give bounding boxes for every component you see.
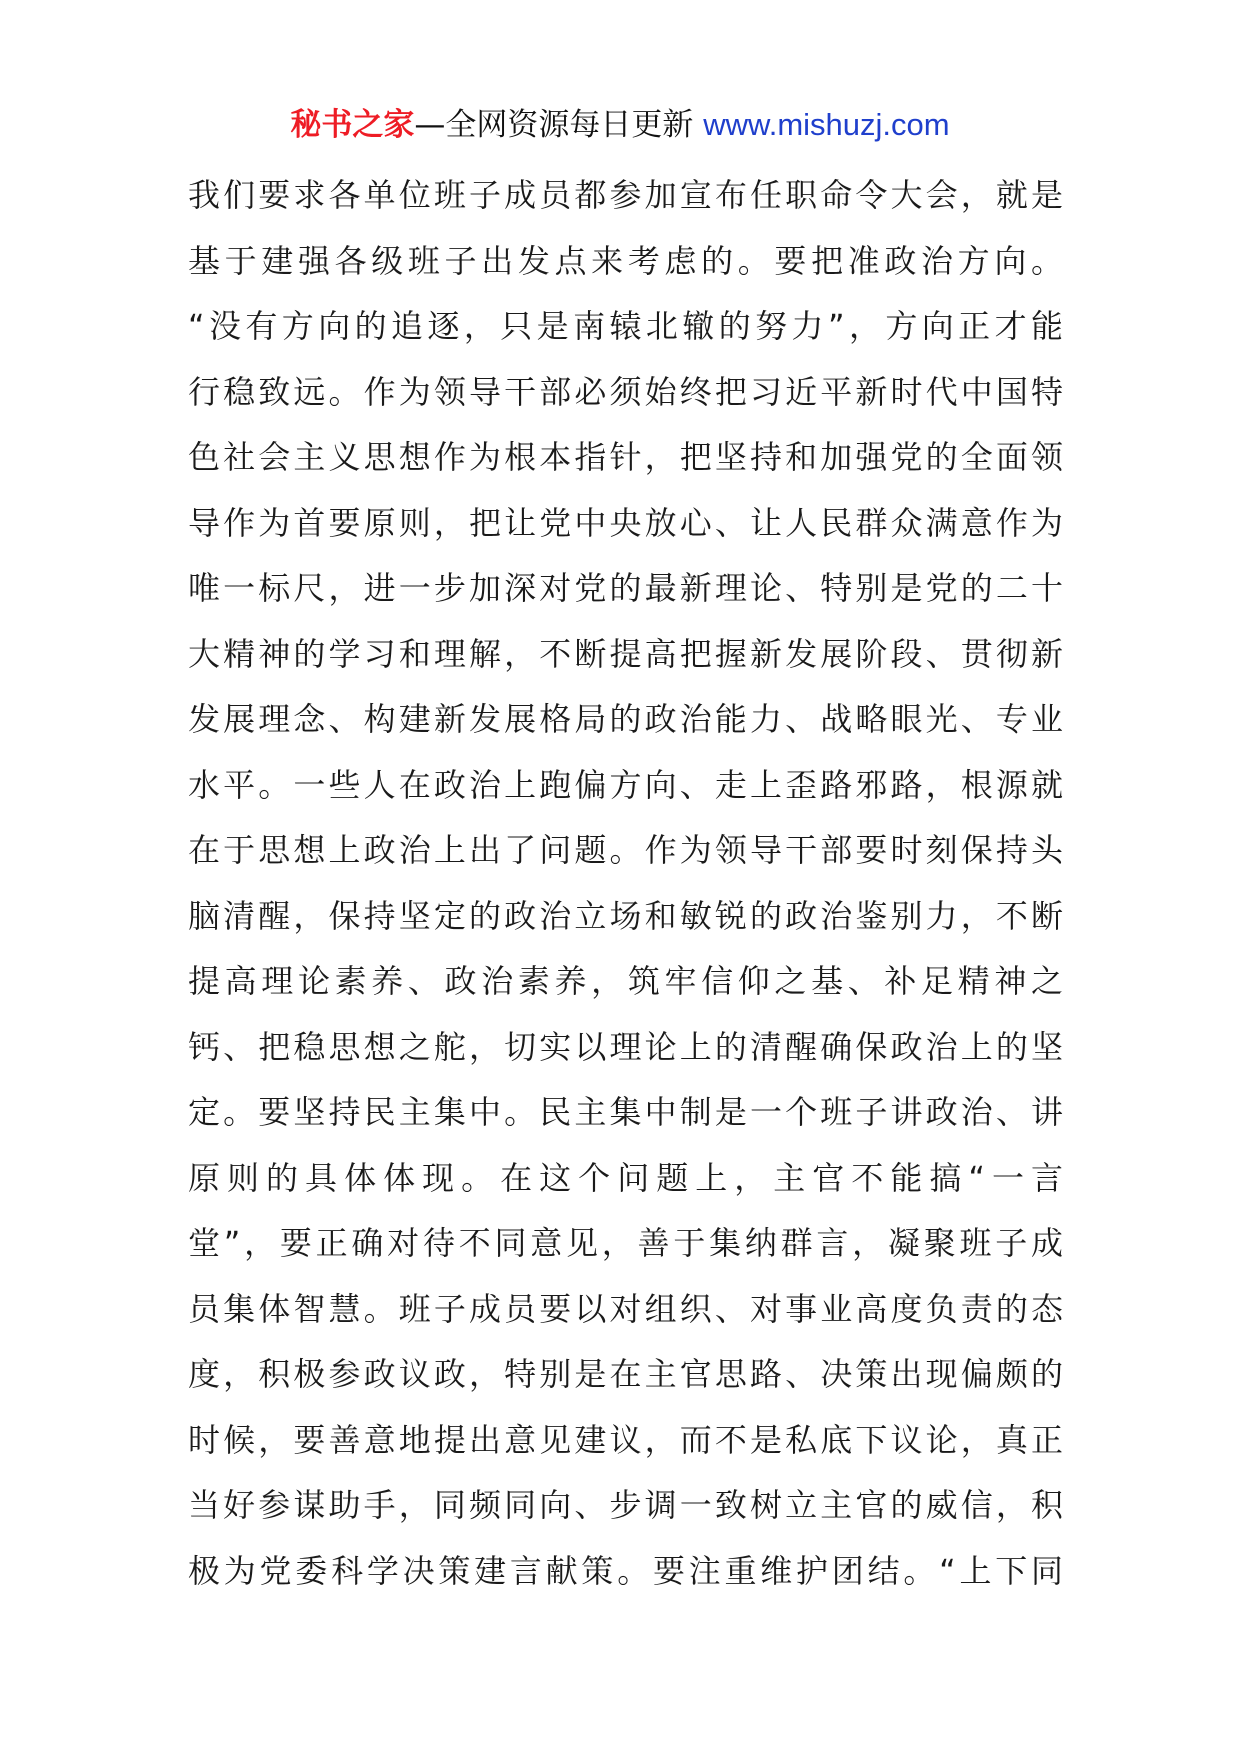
text-line: 堂”，要正确对待不同意见，善于集纳群言，凝聚班子成 [188,1224,1063,1262]
text-line: 唯一标尺，进一步加深对党的最新理论、特别是党的二十 [188,569,1063,607]
document-body [188,163,1063,1604]
text-line: 极为党委科学决策建言献策。要注重维护团结。“上下同 [188,1551,1063,1590]
brand-name: 秘书之家 [290,107,415,143]
text-line: 导作为首要原则，把让党中央放心、让人民群众满意作为 [188,503,1063,542]
text-line: “没有方向的追逐，只是南辕北辙的努力”，方向正才能 [188,307,1063,345]
text-line: 水平。一些人在政治上跑偏方向、走上歪路邪路，根源就 [188,765,1063,804]
page-header [0,100,1240,150]
text-line: 行稳致远。作为领导干部必须始终把习近平新时代中国特 [188,372,1063,411]
text-line: 时候，要善意地提出意见建议，而不是私底下议论，真正 [188,1420,1063,1459]
text-line: 原则的具体体现。在这个问题上，主官不能搞“一言 [188,1158,1063,1197]
text-line: 基于建强各级班子出发点来考虑的。要把准政治方向。 [188,241,1063,280]
text-line: 发展理念、构建新发展格局的政治能力、战略眼光、专业 [188,700,1063,738]
header-slogan: —全网资源每日更新 [414,107,694,143]
text-line: 大精神的学习和理解，不断提高把握新发展阶段、贯彻新 [188,634,1063,673]
site-url-link[interactable]: www.mishuzj.com [703,107,950,142]
text-line: 提高理论素养、政治素养，筑牢信仰之基、补足精神之 [188,962,1063,1000]
text-line: 当好参谋助手，同频同向、步调一致树立主官的威信，积 [188,1486,1063,1524]
text-line: 我们要求各单位班子成员都参加宣布任职命令大会，就是 [188,176,1063,214]
text-line: 脑清醒，保持坚定的政治立场和敏锐的政治鉴别力，不断 [188,896,1063,935]
text-line: 在于思想上政治上出了问题。作为领导干部要时刻保持头 [188,831,1063,869]
text-line: 定。要坚持民主集中。民主集中制是一个班子讲政治、讲 [188,1093,1063,1131]
text-line: 钙、把稳思想之舵，切实以理论上的清醒确保政治上的坚 [188,1027,1063,1066]
text-line: 色社会主义思想作为根本指针，把坚持和加强党的全面领 [188,438,1063,476]
text-line: 员集体智慧。班子成员要以对组织、对事业高度负责的态 [188,1289,1063,1328]
text-line: 度，积极参政议政，特别是在主官思路、决策出现偏颇的 [188,1355,1063,1393]
